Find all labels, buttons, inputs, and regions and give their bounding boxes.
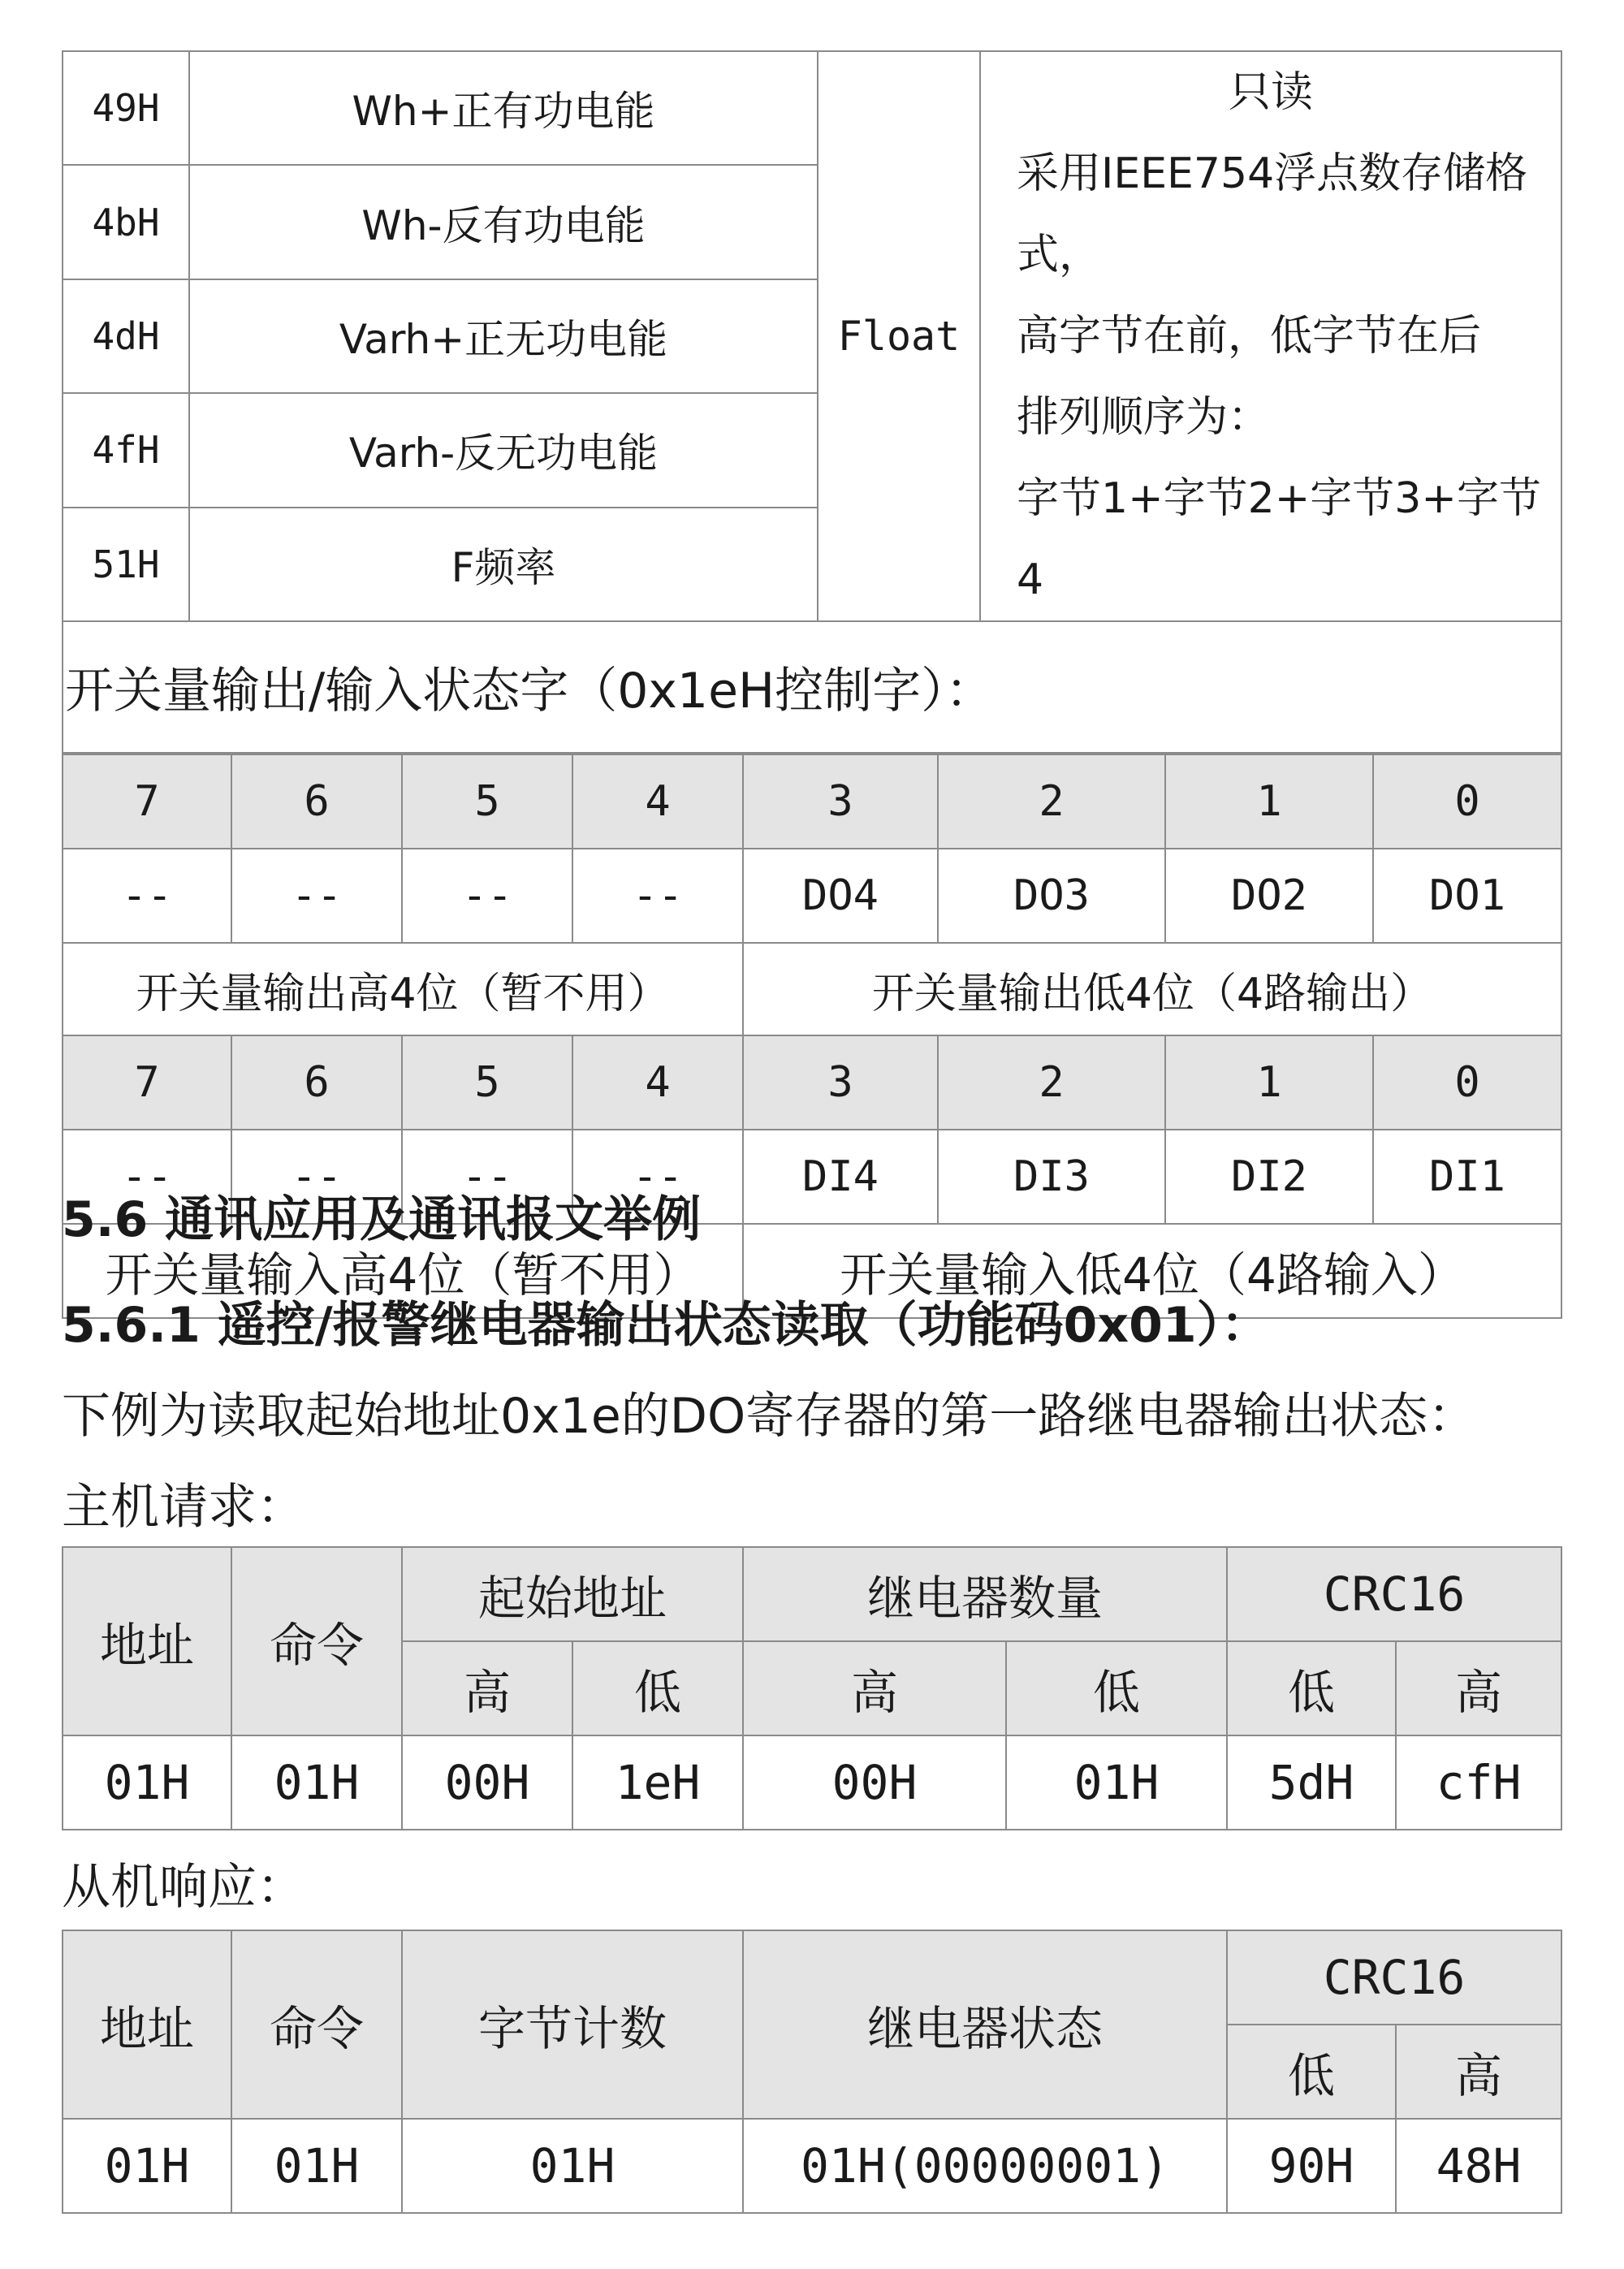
bit-value: -- — [231, 1130, 402, 1224]
bit-value: DI2 — [1165, 1130, 1373, 1224]
register-name: Wh+正有功电能 — [189, 51, 818, 165]
register-address: 49H — [63, 51, 189, 165]
output-group-row — [63, 943, 1561, 1035]
bit-value: DI3 — [938, 1130, 1165, 1224]
register-table — [62, 50, 1562, 754]
request-value-row — [63, 1735, 1561, 1830]
bit-number: 7 — [63, 1035, 231, 1130]
header-address: 地址 — [63, 1547, 231, 1735]
header-relay-status: 继电器状态 — [743, 1930, 1227, 2119]
bit-value: DI1 — [1373, 1130, 1561, 1224]
bit-number: 4 — [572, 754, 743, 849]
response-table — [62, 1930, 1562, 2214]
header-crc16: CRC16 — [1227, 1930, 1561, 2025]
note-line: 字节1+字节2+字节3+字节4 — [1017, 474, 1541, 604]
output-bit-number-row — [63, 754, 1561, 849]
header-command: 命令 — [231, 1547, 402, 1735]
input-low-label: 开关量输入低4位（4路输入） — [743, 1224, 1561, 1318]
value-cell: 5dH — [1227, 1735, 1396, 1830]
bit-number: 5 — [402, 1035, 572, 1130]
subheader-low: 低 — [572, 1641, 743, 1735]
section-heading: 5.6 通讯应用及通讯报文举例 — [62, 1191, 702, 1248]
output-bit-value-row — [63, 849, 1561, 943]
table-row — [63, 51, 1561, 165]
register-name: Varh+正无功电能 — [189, 279, 818, 393]
request-table — [62, 1546, 1562, 1830]
bit-value: DO1 — [1373, 849, 1561, 943]
header-byte-count: 字节计数 — [402, 1930, 743, 2119]
note-line: 只读 — [1228, 68, 1313, 117]
bit-number: 7 — [63, 754, 231, 849]
value-cell: cfH — [1396, 1735, 1561, 1830]
bit-value: -- — [63, 1130, 231, 1224]
value-cell: 90H — [1227, 2119, 1396, 2213]
register-address: 4dH — [63, 279, 189, 393]
bit-number: 0 — [1373, 1035, 1561, 1130]
subheader-low: 低 — [1227, 1641, 1396, 1735]
subheader-low: 低 — [1006, 1641, 1227, 1735]
example-description: 下例为读取起始地址0x1e的DO寄存器的第一路继电器输出状态： — [62, 1388, 1477, 1445]
bit-value: DI4 — [743, 1130, 938, 1224]
value-cell: 1eH — [572, 1735, 743, 1830]
bit-number: 3 — [743, 754, 938, 849]
bit-number: 1 — [1165, 1035, 1373, 1130]
bit-number: 4 — [572, 1035, 743, 1130]
register-type: Float — [818, 51, 980, 621]
header-address: 地址 — [63, 1930, 231, 2119]
bit-value: -- — [572, 849, 743, 943]
response-value-row — [63, 2119, 1561, 2213]
value-cell: 00H — [743, 1735, 1006, 1830]
subheader-high: 高 — [743, 1641, 1006, 1735]
bit-number: 5 — [402, 754, 572, 849]
input-high-label: 开关量输入高4位（暂不用） — [63, 1224, 743, 1318]
header-crc16: CRC16 — [1227, 1547, 1561, 1641]
subheader-high: 高 — [402, 1641, 572, 1735]
register-address: 4fH — [63, 393, 189, 507]
subheader-low: 低 — [1227, 2025, 1396, 2119]
bit-value: -- — [402, 1130, 572, 1224]
request-label: 主机请求： — [62, 1479, 305, 1536]
value-cell: 01H — [231, 2119, 402, 2213]
bit-number: 1 — [1165, 754, 1373, 849]
value-cell: 01H — [402, 2119, 743, 2213]
status-word-title: 开关量输出/输入状态字（0x1eH控制字）： — [63, 621, 1561, 753]
value-cell: 00H — [402, 1735, 572, 1830]
header-relay-count: 继电器数量 — [743, 1547, 1227, 1641]
input-bit-number-row — [63, 1035, 1561, 1130]
bit-value: DO4 — [743, 849, 938, 943]
table-row — [63, 621, 1561, 753]
register-address: 51H — [63, 508, 189, 621]
register-note — [980, 51, 1561, 621]
bit-number: 6 — [231, 754, 402, 849]
register-name: Varh-反无功电能 — [189, 393, 818, 507]
bit-value: DO2 — [1165, 849, 1373, 943]
value-cell: 01H — [63, 2119, 231, 2213]
request-header-row — [63, 1547, 1561, 1641]
note-line: 采用IEEE754浮点数存储格式， — [1017, 149, 1528, 279]
value-cell: 01H(00000001) — [743, 2119, 1227, 2213]
bit-value: -- — [572, 1130, 743, 1224]
register-address: 4bH — [63, 165, 189, 279]
bit-number: 6 — [231, 1035, 402, 1130]
bit-value: DO3 — [938, 849, 1165, 943]
bit-value: -- — [63, 849, 231, 943]
note-line: 排列顺序为： — [1017, 393, 1271, 442]
note-line: 高字节在前，低字节在后 — [1017, 312, 1482, 361]
bit-number: 3 — [743, 1035, 938, 1130]
value-cell: 01H — [231, 1735, 402, 1830]
subsection-heading: 5.6.1 遥控/报警继电器输出状态读取（功能码0x01）： — [62, 1297, 1270, 1354]
value-cell: 01H — [1006, 1735, 1227, 1830]
value-cell: 48H — [1396, 2119, 1561, 2213]
bit-value: -- — [231, 849, 402, 943]
subheader-high: 高 — [1396, 1641, 1561, 1735]
bit-number: 2 — [938, 1035, 1165, 1130]
response-label: 从机响应： — [62, 1859, 305, 1916]
subheader-high: 高 — [1396, 2025, 1561, 2119]
bit-number: 0 — [1373, 754, 1561, 849]
bit-value: -- — [402, 849, 572, 943]
header-start-address: 起始地址 — [402, 1547, 743, 1641]
response-header-row — [63, 1930, 1561, 2025]
register-name: F频率 — [189, 508, 818, 621]
register-section — [62, 50, 1561, 1319]
output-low-label: 开关量输出低4位（4路输出） — [743, 943, 1561, 1035]
header-command: 命令 — [231, 1930, 402, 2119]
register-name: Wh-反有功电能 — [189, 165, 818, 279]
value-cell: 01H — [63, 1735, 231, 1830]
bit-number: 2 — [938, 754, 1165, 849]
output-high-label: 开关量输出高4位（暂不用） — [63, 943, 743, 1035]
